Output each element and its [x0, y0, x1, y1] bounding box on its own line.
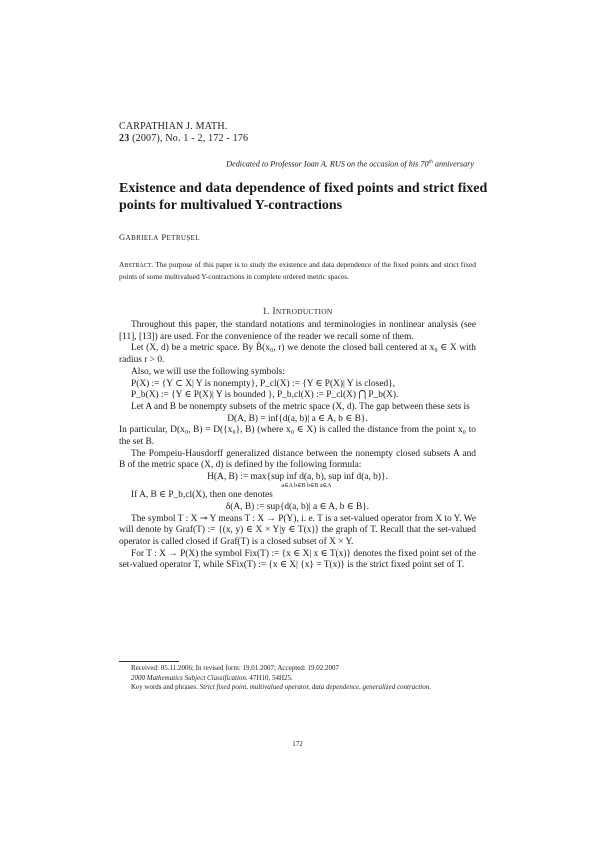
symbol-definition: P(X) := {Y ⊂ X| Y is nonempty}, P_cl(X) := {Y ∈ P(X)| Y is closed},	[131, 378, 396, 389]
journal-name: CARPATHIAN J. MATH.	[119, 121, 228, 132]
paper-title: Existence and data dependence of fixed points and strict fixed points for multivalued Y-contractions	[119, 181, 488, 213]
abstract	[119, 260, 476, 282]
paragraph: In particular, D(x₀, B) = D({x₀}, B) (where x₀ ∈ X) is called the distance from the point x₀ to the set B.	[119, 425, 476, 448]
paragraph: Let (X, d) be a metric space. By B̃(x₀, r) we denote the closed ball centered at x₀ ∈ X with radius r > 0.	[119, 343, 476, 366]
paragraph: Let A and B be nonempty subsets of the metric space (X, d). The gap between these sets is	[131, 401, 470, 412]
paragraph: If A, B ∈ P_b,cl(X), then one denotes	[131, 490, 273, 501]
author-name: GABRIELA PETRUȘEL	[119, 232, 201, 242]
equation: H(A, B) := max{sup inf d(a, b), sup inf d(a, b)}.	[207, 472, 388, 483]
dedication: Dedicated to Professor Ioan A. RUS on the occasion of his 70th anniversary	[226, 159, 474, 169]
keywords: Key words and phrases. Strict fixed point, multivalued operator, data dependence, generalized contraction.	[131, 683, 431, 692]
abstract-text: The purpose of this paper is to study the existence and data dependence of the fixed points and strict fixed points of some multivalued Y-contractions in complete ordered metric spaces.	[119, 260, 476, 281]
equation: δ(A, B) := sup{d(a, b)| a ∈ A, b ∈ B}.	[225, 501, 370, 512]
body-text	[119, 320, 476, 572]
footnote	[119, 664, 476, 693]
journal-issue	[119, 133, 248, 145]
symbol-definition: P_b(X) := {Y ∈ P(X)| Y is bounded }, P_b,cl(X) := P_cl(X) ⋂ P_b(X).	[131, 390, 399, 401]
section-heading: 1. INTRODUCTION	[262, 306, 333, 316]
paragraph: Throughout this paper, the standard notations and terminologies in nonlinear analysis (see [11], [13]) are used. For the convenience of the reader we recall some of them.	[119, 320, 476, 342]
received-dates: Received: 05.11.2006; In revised form: 19.01.2007; Accepted: 19.02.2007	[131, 664, 339, 672]
volume-number: 23	[119, 133, 130, 144]
equation-subscript: a∈A b∈B b∈B a∈A	[281, 483, 332, 490]
paragraph: The Pompeiu-Hausdorff generalized distance between the nonempty closed subsets A and B of the metric space (X, d) is defined by the following formula:	[119, 448, 476, 471]
page-number: 172	[292, 740, 303, 748]
paragraph: Also, we will use the following symbols:	[131, 366, 285, 377]
msc-classification: 2000 Mathematics Subject Classification. 47H10, 54H25.	[131, 673, 293, 682]
issue-pages: (2007), No. 1 - 2, 172 - 176	[132, 133, 249, 144]
abstract-label: ABSTRACT.	[119, 260, 154, 269]
equation: D(A, B) = inf{d(a, b)| a ∈ A, b ∈ B}.	[227, 413, 368, 424]
paragraph: For T : X → P(X) the symbol Fix(T) := {x ∈ X| x ∈ T(x)} denotes the fixed point set of the set-valued operator T, while SFix(T) := {x ∈ X| {x} = T(x)} is the strict fixed point set of T.	[119, 548, 476, 571]
paragraph: The symbol T : X ⊸ Y means T : X → P(Y), i. e. T is a set-valued operator from X to Y. We will denote by Graf(T) := {(x, y) ∈ X × Y|y ∈ T(x)} the graph of T. Recall that the set-valued operator is called closed if Graf(T) is a closed subset of X × Y.	[119, 513, 476, 547]
footnote-rule	[119, 661, 179, 662]
